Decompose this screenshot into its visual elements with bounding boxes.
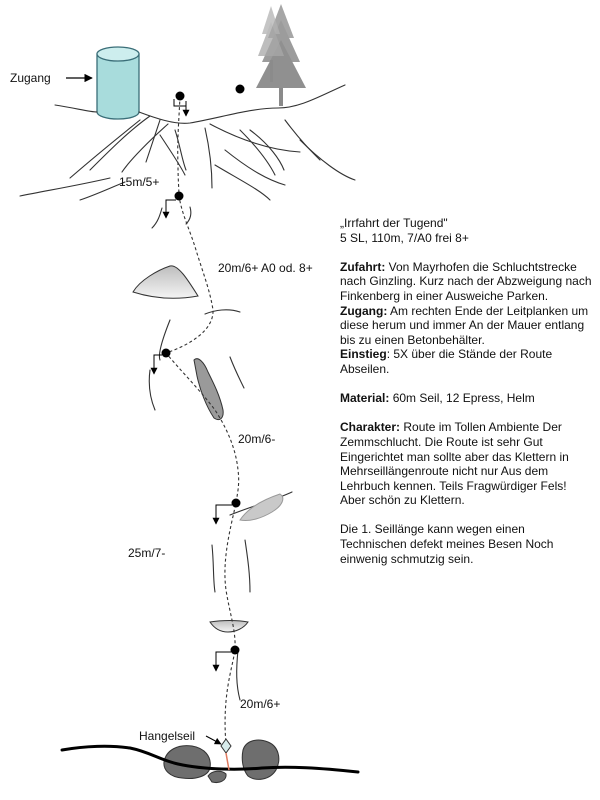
route-description — [340, 216, 592, 566]
access-label: Zugang — [10, 71, 51, 85]
zugang-text: Am rechten Ende der Leitplanken um diese herum und immer An der Mauer entlang bis zu einen Betonbehälter. — [340, 303, 589, 347]
material-text: 60m Seil, 12 Epress, Helm — [389, 391, 535, 406]
einstieg-heading: Einstieg — [340, 347, 387, 362]
belay-station — [154, 349, 171, 375]
concrete-container-icon — [97, 47, 139, 119]
rock-slab — [133, 266, 198, 299]
pitch-label-3: 20m/6- — [238, 432, 276, 446]
rock-ledge — [240, 494, 283, 521]
einstieg-text: : 5X über die Stände der Route Abseilen. — [340, 347, 553, 376]
zufahrt-section — [340, 260, 592, 304]
terrain-outline — [20, 85, 355, 700]
boulder — [208, 771, 226, 782]
material-section — [340, 391, 592, 406]
zufahrt-heading: Zufahrt: — [340, 259, 386, 274]
pitch-label-5: 20m/6+ — [240, 697, 281, 711]
einstieg-section — [340, 347, 592, 376]
pitch-label-1: 15m/5+ — [119, 175, 160, 189]
hangelseil-marker — [221, 739, 231, 753]
zugang-heading: Zugang: — [340, 303, 388, 318]
rock-ledge — [210, 621, 248, 633]
belay-station — [216, 646, 240, 672]
material-heading: Material: — [340, 391, 390, 406]
zugang-section — [340, 304, 592, 348]
charakter-section — [340, 420, 592, 508]
route-title: „Irrfahrt der Tugend" — [340, 216, 448, 230]
hangelseil-label: Hangelseil — [139, 729, 196, 743]
belay-station — [166, 192, 184, 219]
belay-station — [216, 499, 241, 525]
charakter-text: Route im Tollen Ambiente Der Zemmschlucht. Die Route ist sehr Gut Eingerichtet man sollte aber das Klettern in Mehrseillängenroute nicht nur Aus dem Lehrbuch kennen. Teils Fragwürdiger Fels! Aber schön zu Klettern. — [340, 420, 569, 508]
hangelseil-rope — [226, 753, 229, 770]
note-text: Die 1. Seillänge kann wegen einen Technischen defekt meines Besen Noch einwenig schmutzig sein. — [340, 522, 554, 566]
belay-station — [236, 85, 245, 94]
route-summary: 5 SL, 110m, 7/A0 frei 8+ — [340, 230, 469, 245]
zufahrt-text: Von Mayrhofen die Schluchtstrecke nach Ginzling. Kurz nach der Abzweigung nach Finkenberg in einer Ausweiche Parken. — [340, 259, 592, 303]
hangelseil-arrow — [206, 736, 221, 744]
boulder — [242, 740, 279, 779]
pitch-label-4: 25m/7- — [128, 546, 166, 560]
charakter-heading: Charakter: — [340, 420, 401, 435]
pitch-label-2: 20m/6+ A0 od. 8+ — [218, 261, 313, 275]
